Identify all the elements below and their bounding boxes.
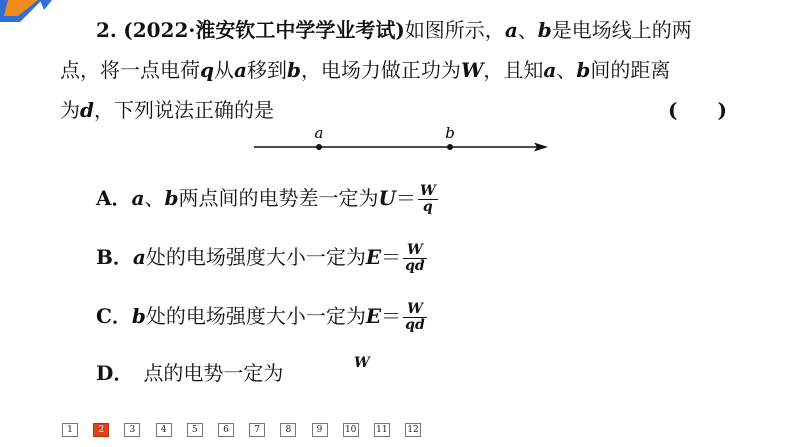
option-b[interactable]: B．a处的电场强度大小一定为E＝ $\frac{W}{qd}$ (96, 242, 425, 274)
page-button-4[interactable]: 4 (156, 423, 172, 437)
option-a[interactable]: A．a、b两点间的电势差一定为U＝ $\frac{W}{q}$ (96, 183, 436, 215)
option-c[interactable]: C．b处的电场强度大小一定为E＝ $\frac{W}{qd}$ (96, 301, 425, 333)
fraction-w-over-q: $\frac{W}{q}$ (419, 183, 436, 215)
page-button-6[interactable]: 6 (218, 423, 234, 437)
fraction-w-over-qd: $\frac{W}{qd}$ (405, 301, 425, 333)
page-button-2[interactable]: 2 (93, 423, 109, 437)
page-button-11[interactable]: 11 (374, 423, 390, 437)
page-button-5[interactable]: 5 (187, 423, 203, 437)
fraction-w-over-qd: $\frac{W}{qd}$ (405, 242, 425, 274)
option-d-fraction-top: W (354, 355, 370, 371)
label-b: b (445, 124, 455, 142)
point-b (447, 144, 453, 150)
question-source: (2022·淮安钦工中学学业考试) (123, 18, 405, 42)
corner-decoration-icon (0, 0, 60, 22)
page-navigator (62, 423, 436, 437)
question-line-1: 2. (2022·淮安钦工中学学业考试)如图所示，a、b是电场线上的两 (96, 18, 692, 42)
question-line-3: 为d，下列说法正确的是 (60, 98, 274, 122)
page-button-7[interactable]: 7 (249, 423, 265, 437)
page-button-12[interactable]: 12 (405, 423, 421, 437)
label-a: a (314, 124, 324, 142)
page-button-3[interactable]: 3 (124, 423, 140, 437)
electric-field-line-diagram (250, 124, 560, 158)
question-number: 2. (96, 18, 117, 42)
page-button-8[interactable]: 8 (280, 423, 296, 437)
option-d-partial[interactable]: D． 点的电势一定为 (96, 361, 284, 385)
point-a (316, 144, 322, 150)
page-button-10[interactable]: 10 (343, 423, 359, 437)
page-button-1[interactable]: 1 (62, 423, 78, 437)
answer-blank: ( ) (668, 98, 727, 122)
page-button-9[interactable]: 9 (312, 423, 328, 437)
question-line-2: 点，将一点电荷q从a移到b，电场力做正功为W，且知a、b间的距离 (60, 58, 671, 82)
